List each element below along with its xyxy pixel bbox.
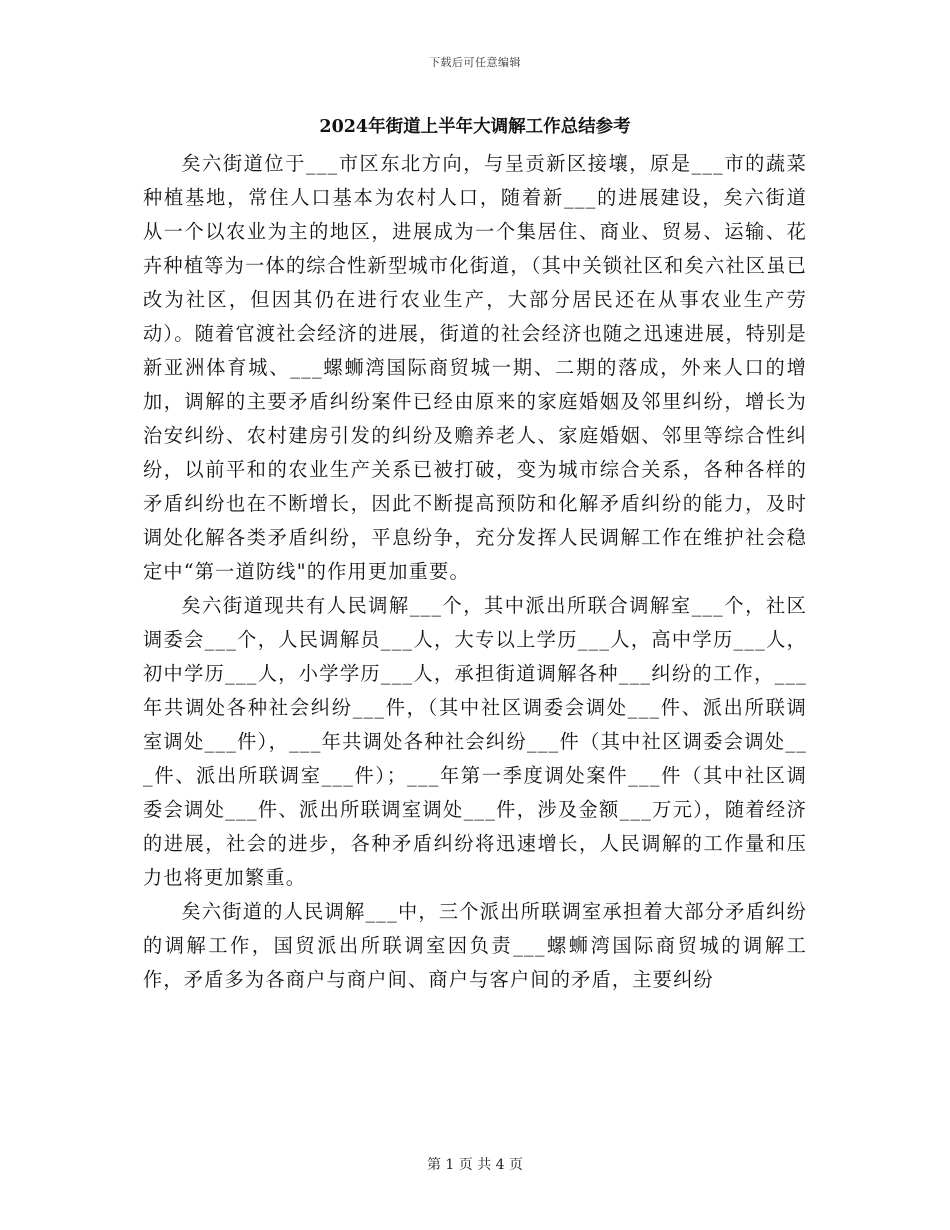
body-paragraph: 矣六街道现共有人民调解___个，其中派出所联合调解室___个，社区调委会___个，人民调解员___人，大专以上学历___人，高中学历___人，初中学历___人，小学学历___人，承担街道调解各种___纠纷的工作，___年共调处各种社会纠纷___件，（其中社区调委会调处___件、派出所联调室调处___件），___年共调处各种社会纠纷___件（其中社区调委会调处___件、派出所联调室___件）；___年第一季度调处案件___件（其中社区调委会调处___件、派出所联调室调处___件，涉及金额___万元），随着经济的进展，社会的进步，各种矛盾纠纷将迅速增长，人民调解的工作量和压力也将更加繁重。 [143, 594, 807, 889]
document-title: 2024年街道上半年大调解工作总结参考 [319, 117, 631, 137]
body-paragraph: 矣六街道的人民调解___中，三个派出所联调室承担着大部分矛盾纠纷的调解工作，国贸派出所联调室因负责___螺蛳湾国际商贸城的调解工作，矛盾多为各商户与商户间、商户与客户间的矛盾，主要纠纷 [143, 900, 807, 991]
page-header-note: 下载后可任意编辑 [429, 56, 521, 69]
page-number-footer: 第 1 页 共 4 页 [426, 1157, 524, 1173]
body-paragraph: 矣六街道位于___市区东北方向，与呈贡新区接壤，原是___市的蔬菜种植基地，常住人口基本为农村人口，随着新___的进展建设，矣六街道从一个以农业为主的地区，进展成为一个集居住、商业、贸易、运输、花卉种植等为一体的综合性新型城市化街道，（其中关锁社区和矣六社区虽已改为社区，但因其仍在进行农业生产，大部分居民还在从事农业生产劳动）。随着官渡社会经济的进展，街道的社会经济也随之迅速进展，特别是新亚洲体育城、___螺蛳湾国际商贸城一期、二期的落成，外来人口的增加，调解的主要矛盾纠纷案件已经由原来的家庭婚姻及邻里纠纷，增长为治安纠纷、农村建房引发的纠纷及赡养老人、家庭婚姻、邻里等综合性纠纷，以前平和的农业生产关系已被打破，变为城市综合关系，各种各样的矛盾纠纷也在不断增长，因此不断提高预防和化解矛盾纠纷的能力，及时调处化解各类矛盾纠纷，平息纷争，充分发挥人民调解工作在维护社会稳定中“第一道防线"的作用更加重要。 [143, 152, 807, 583]
document-body [143, 147, 807, 997]
